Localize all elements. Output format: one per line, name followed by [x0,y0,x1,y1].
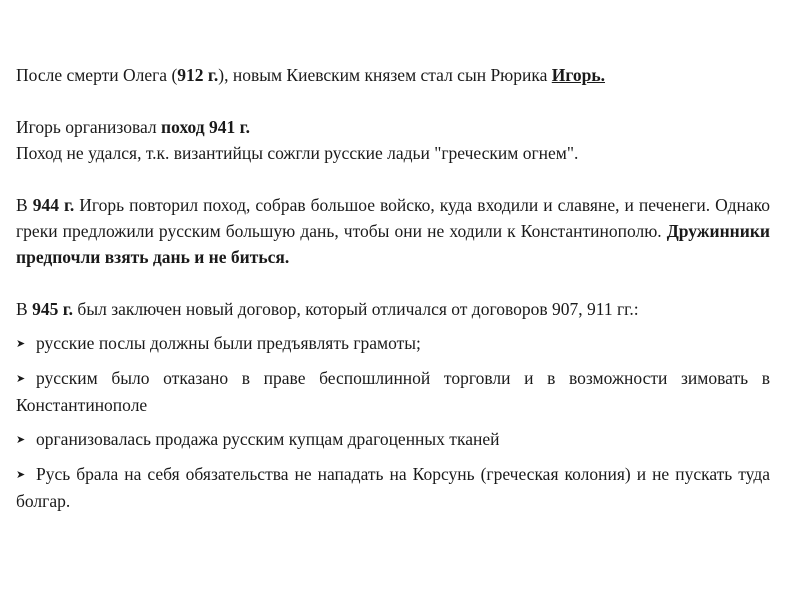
p3-text-before: В [16,195,33,215]
paragraph-oleg-death [16,62,770,88]
p1-text-middle: ), новым Киевским князем стал сын Рюрика [218,65,552,85]
bullet-text: русским было отказано в праве беспошлинной торговли и в возможности зимовать в Константинополе [16,368,770,415]
p2-line2-text: Поход не удался, т.к. византийцы сожгли русские ладьи "греческим огнем". [16,143,579,163]
bullet-text: организовалась продажа русским купцам драгоценных тканей [36,429,500,449]
p4-text: был заключен новый договор, который отличался от договоров 907, 911 гг.: [73,299,639,319]
bullet-item [16,461,770,514]
spacer [16,166,770,192]
arrow-bullet-icon: ➤ [16,337,26,350]
bullet-item [16,330,770,357]
slide-content [16,62,770,514]
bullet-item [16,426,770,453]
p2-line1-bold: поход 941 г. [161,117,250,137]
p4-year: 945 г. [32,299,74,319]
p1-text-before: После смерти Олега ( [16,65,178,85]
paragraph-campaign-944 [16,192,770,270]
p1-year: 912 г. [177,65,219,85]
bullet-text: Русь брала на себя обязательства не нападать на Корсунь (греческая колония) и не пускать туда болгар. [16,464,770,511]
spacer [16,322,770,330]
spacer [16,357,770,365]
arrow-bullet-icon: ➤ [16,433,26,446]
p3-text: Игорь повторил поход, собрав большое войско, куда входили и славяне, и печенеги. Однако греки предложили русским большую дань, чтобы они не ходили к Константинополю. [16,195,770,241]
spacer [16,453,770,461]
p1-name-igor: Игорь. [551,65,605,85]
spacer [16,270,770,296]
spacer [16,88,770,114]
p3-year: 944 г. [32,195,75,215]
p4-text-before: В [16,299,33,319]
arrow-bullet-icon: ➤ [16,468,26,481]
spacer [16,418,770,426]
p3-bold-end: Дружинники предпочли взять дань и не биться. [16,221,770,267]
p2-line1-text: Игорь организовал [16,117,162,137]
arrow-bullet-icon: ➤ [16,372,26,385]
bullet-text: русские послы должны были предъявлять грамоты; [36,333,421,353]
bullet-item [16,365,770,418]
paragraph-treaty-945 [16,296,770,322]
paragraph-campaign-941 [16,114,770,166]
